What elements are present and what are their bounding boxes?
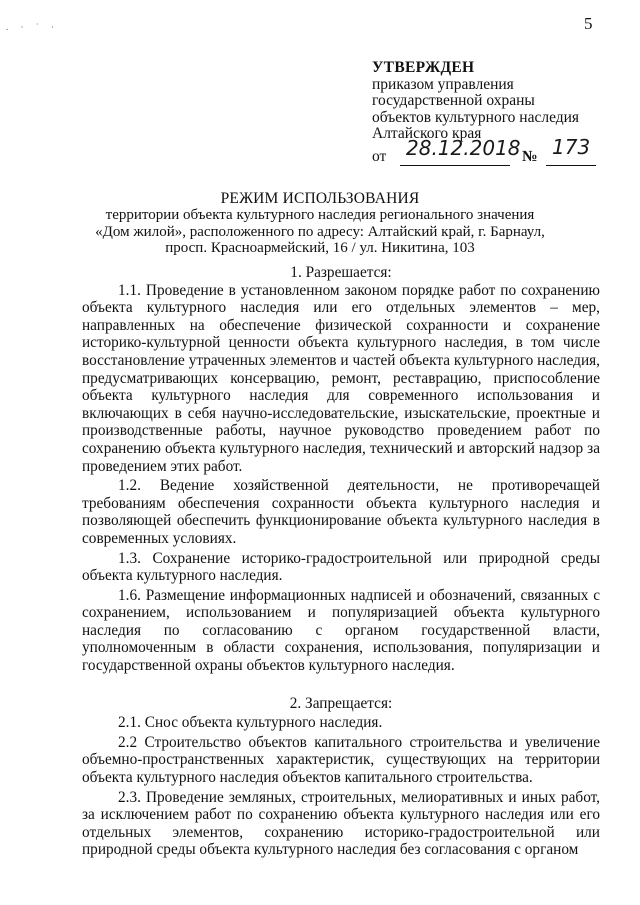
heading-line: территории объекта культурного наследия регионального значения [105,207,535,223]
approval-date-row [372,134,622,173]
approval-block [372,60,622,173]
paragraph-2-3: 2.3. Проведение земляных, строительных, мелиоративных и иных работ, за исключением работ по сохранению объекта культурного наследия или его отдельных элементов, сохранению историко-градостроительной или природной среды объекта культурного наследия без согласования с органом [82,788,600,859]
paragraph-2-1: 2.1. Снос объекта культурного наследия. [118,714,383,732]
document-heading [60,190,580,257]
paragraph-2-2: 2.2 Строительство объектов капитального строительства и увеличение объемно-пространственных характеристик, существующих на территории объекта культурного наследия объектов капитального строительства. [82,733,600,787]
scan-specks: . · ˙ · [6,22,59,32]
document-body [82,264,600,859]
number-sign: № [522,147,538,165]
number-underline [546,165,596,166]
handwritten-date: 28.12.2018 [406,135,521,160]
date-prefix: от [372,147,387,165]
heading-line: просп. Красноармейский, 16 / ул. Никитина, 103 [165,240,475,256]
page-number: 5 [584,14,593,33]
handwritten-number: 173 [552,134,591,159]
approval-line: Алтайского края [372,125,482,142]
paragraph-1-3: 1.3. Сохранение историко-градостроительной или природной среды объекта культурного наследия. [82,549,600,585]
approval-line: приказом управления [372,75,514,93]
paragraph-1-6: 1.6. Размещение информационных надписей и обозначений, связанных с сохранением, использованием и популяризацией объекта культурного наследия по согласованию с органом государственной власти, уполномоченным в области сохранения, использования, популяризации и государственной охраны объектов культурного наследия. [82,586,600,675]
document-title: РЕЖИМ ИСПОЛЬЗОВАНИЯ [220,190,420,207]
section-title-forbidden: 2. Запрещается: [289,694,393,712]
date-underline [400,165,510,166]
approval-line: объектов культурного наследия [372,108,580,126]
approval-title: УТВЕРЖДЕН [372,59,475,76]
approval-line: государственной охраны [372,92,535,109]
heading-line: «Дом жилой», расположенного по адресу: Алтайский край, г. Барнаул, [95,223,545,240]
section-title-allowed: 1. Разрешается: [290,264,392,281]
paragraph-1-2: 1.2. Ведение хозяйственной деятельности, не противоречащей требованиям обеспечения сохранности объекта культурного наследия и позволяющей обеспечить функционирование объекта культурного наследия в современных условиях. [82,477,600,547]
paragraph-1-1: 1.1. Проведение в установленном законом порядке работ по сохранению объекта культурного наследия или его отдельных элементов – мер, направленных на обеспечение физической сохранности и сохранение историко-культурной ценности объекта культурного наследия, в том числе восстановление утраченных элементов и частей объекта культурного наследия, предусматривающих консервацию, ремонт, реставрацию, приспособление объекта культурного наследия для современного использования и включающих в себя научно-исследовательские, изыскательские, проектные и производственные работы, научное руководство проведением работ по сохранению объекта культурного наследия, технический и авторский надзор за проведением этих работ. [82,281,600,475]
